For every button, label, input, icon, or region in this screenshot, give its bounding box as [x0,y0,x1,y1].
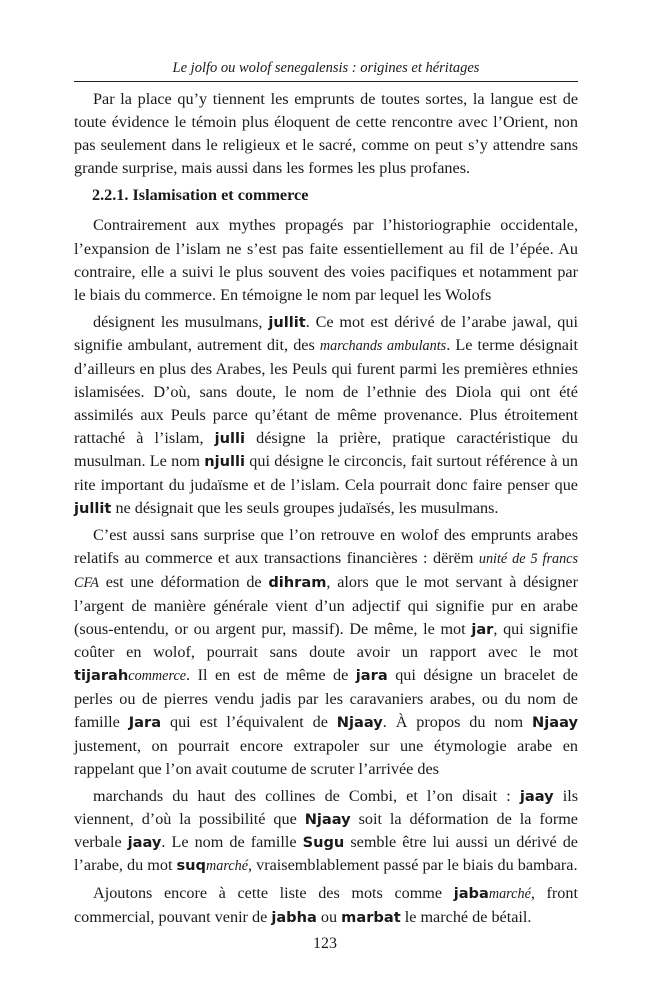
text-run: soit la déformation de la forme verbale [74,809,578,851]
body-text [74,88,578,929]
paragraph-islamisation: Contrairement aux mythes propagés par l’historiographie occidentale, l’expansion de l’islam ne s’est pas faite essentiellement au fil de l’épée. Au contraire, elle a suivi le plus souvent des voies pacifiques et notamment par le biais du commerce. En témoigne le nom par lequel les Wolofs [74,216,578,304]
paragraph-market-words [74,882,578,929]
wolof-term: tijarah [74,667,129,685]
text-run: , vraisemblablement passé par le biais du bambara. [248,856,578,874]
text-run: qui désigne un bracelet de perles ou de pierres vendu jadis par les caravaniers arabes, ou du nom de famille [74,666,578,732]
wolof-term: jabha [271,909,317,927]
wolof-term: jaba [453,885,489,903]
wolof-term: Njaay [304,810,351,828]
text-run: semble être lui aussi un dérivé de l’arabe, du mot [74,832,578,874]
wolof-term: suq [176,857,207,874]
text-run: . Il en est de même de [186,666,356,685]
text-run: , alors que le mot servant à désigner l’argent de manière générale vient d’un adjectif qui signifie pur en arabe (sous-entendu, or ou argent pur, massif). De même, le mot [74,572,578,639]
wolof-term: jaay [127,833,162,851]
text-run: le marché de bétail. [400,908,532,927]
text-run: Ajoutons encore à cette liste des mots comme [93,884,454,903]
text-run: . Le terme désignait d’ailleurs en plus des Arabes, les Peuls qui furent parmi les premières ethnies islamisées. D’où, sans doute, le nom de l’ethnie des Diola qui ont été assimilés aux Peuls parce qu’étant de même provenance. Plus étroitement rattaché à l’islam, [74,335,578,448]
book-page [74,58,578,933]
wolof-term: jullit [268,313,306,331]
gloss: unité de 5 francs CFA [74,550,578,591]
wolof-term: dihram [268,573,327,591]
running-head: Le jolfo ou wolof senegalensis : origines et héritages [74,58,578,82]
wolof-term: jullit [74,499,112,517]
wolof-term: Njaay [532,714,578,732]
text-run: ou [316,908,342,927]
wolof-term: jaay [519,787,554,805]
text-run: . Le nom de famille [161,832,303,851]
gloss: commerce [128,668,187,685]
wolof-term: jara [355,667,388,685]
text-run: C’est aussi sans surprise que l’on retrouve en wolof des emprunts arabes relatifs au commerce et aux transactions financières : dërëm [74,525,578,567]
gloss: marchands ambulants [319,337,447,354]
wolof-term: njulli [204,453,246,471]
text-run: désignent les musulmans, [93,312,269,331]
text-run: qui est l’équivalent de [161,713,337,732]
wolof-term: Sugu [302,833,345,851]
section-heading: 2.2.1. Islamisation et commerce [92,186,309,205]
text-run: est une déformation de [98,572,269,591]
text-run: , front commercial, pouvant venir de [74,884,578,927]
text-run: ils viennent, d’où la possibilité que [74,786,578,828]
gloss: marché [206,858,249,874]
paragraph-commerce-terms [74,524,578,781]
paragraph-intro: Par la place qu’y tiennent les emprunts de toutes sortes, la langue est de toute évidence le témoin plus éloquent de cette rencontre avec l’Orient, non pas seulement dans le religieux et le sacré, comme on peut s’y attendre sans grande surprise, mais aussi dans les formes les plus profanes. [74,90,578,178]
text-run: ne désignait que les seuls groupes judaïsés, les musulmans. [111,498,499,517]
text-run: désigne la prière, pratique caractéristique du musulman. Le nom [74,429,578,471]
page-number: 123 [313,935,337,952]
wolof-term: marbat [341,909,401,927]
text-run: , qui signifie coûter en wolof, pourrait sans doute avoir un rapport avec le mot [74,620,578,662]
wolof-term: jar [471,621,494,639]
text-run: . À propos du nom [382,713,533,732]
text-run: marchands du haut des collines de Combi, et l’on disait : [93,786,520,805]
gloss: marché [488,886,531,903]
wolof-term: julli [214,430,246,448]
text-run: . Ce mot est dérivé de l’arabe jawal, qui signifie ambulant, autrement dit, des [74,312,578,354]
wolof-term: Njaay [336,714,383,732]
paragraph-njaay [74,785,578,878]
wolof-term: Jara [128,714,162,732]
paragraph-jullit [74,311,578,520]
text-run: justement, on pourrait encore extrapoler sur une étymologie arabe en rappelant que l’on avait coutume de scruter l’arrivée des [74,736,578,778]
text-run: qui désigne le circoncis, fait surtout référence à un rite important du judaïsme et de l’islam. Cela pourrait donc faire penser que [74,452,579,494]
